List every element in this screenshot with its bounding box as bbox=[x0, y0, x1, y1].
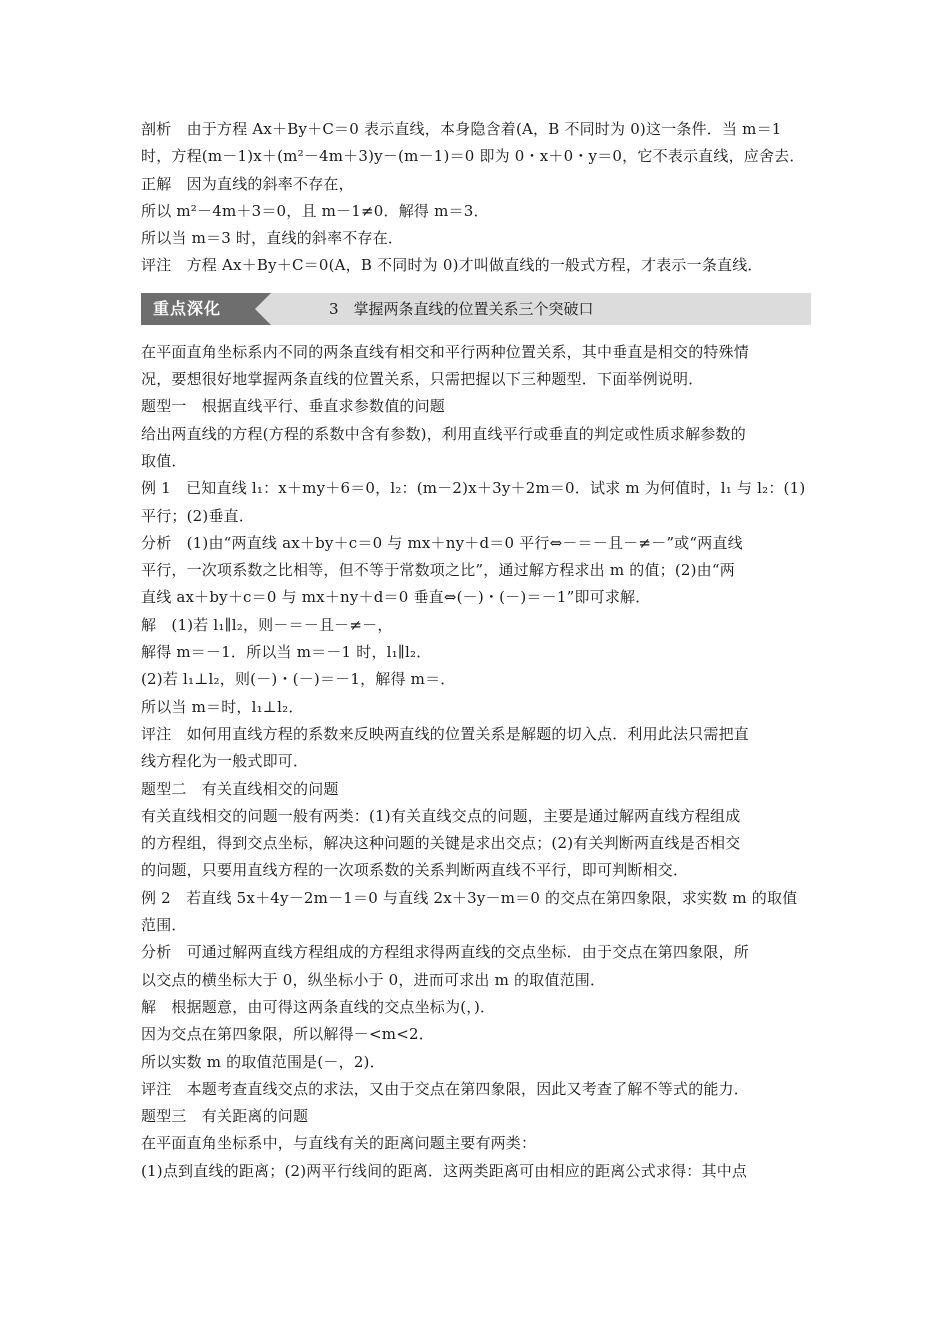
text-line: 平行；(2)垂直． bbox=[141, 506, 255, 525]
example-1: 例 1 已知直线 l₁：x＋my＋6＝0，l₂：(m－2)x＋3y＋2m＝0．试求 m 为何值时，l₁ 与 l₂：(1) bbox=[141, 479, 806, 498]
text-line: 取值． bbox=[141, 451, 187, 470]
text-line: 给出两直线的方程(方程的系数中含有参数)，利用直线平行或垂直的判定或性质求解参数的 bbox=[141, 424, 746, 443]
text-line: 在平面直角坐标系中，与直线有关的距离问题主要有两类： bbox=[141, 1134, 537, 1153]
document-content bbox=[141, 116, 811, 1185]
text-line: 况，要想很好地掌握两条直线的位置关系，只需把握以下三种题型．下面举例说明． bbox=[141, 370, 704, 389]
text-line: 平行，一次项系数之比相等，但不等于常数项之比”，通过解方程求出 m 的值；(2)由“两 bbox=[141, 561, 735, 580]
text-line: 正解 因为直线的斜率不存在， bbox=[141, 174, 354, 193]
analysis-line: 分析 (1)由“两直线 ax＋by＋c＝0 与 mx＋ny＋d＝0 平行⇔－＝－且－≠－”或“两直线 bbox=[141, 533, 743, 552]
solution-line: 解 (1)若 l₁∥l₂，则－＝－且－≠－， bbox=[141, 615, 393, 634]
text-line: 所以当 m＝时，l₁⊥l₂． bbox=[141, 697, 304, 716]
text-line: 以交点的横坐标大于 0，纵坐标小于 0，进而可求出 m 的取值范围． bbox=[141, 970, 606, 989]
text-line: 解得 m＝－1．所以当 m＝－1 时，l₁∥l₂． bbox=[141, 643, 432, 662]
body-paragraphs bbox=[141, 339, 811, 1185]
section-tag-arrow bbox=[255, 293, 271, 325]
comment-line: 评注 如何用直线方程的系数来反映两直线的位置关系是解题的切入点．利用此法只需把直 bbox=[141, 724, 750, 743]
example-2: 例 2 若直线 5x＋4y－2m－1＝0 与直线 2x＋3y－m＝0 的交点在第四象限，求实数 m 的取值 bbox=[141, 888, 798, 907]
text-line: 有关直线相交的问题一般有两类：(1)有关直线交点的问题，主要是通过解两直线方程组成 bbox=[141, 806, 741, 825]
text-line: 剖析 由于方程 Ax＋By＋C＝0 表示直线，本身隐含着(A，B 不同时为 0)这一条件．当 m＝1 bbox=[141, 120, 782, 138]
text-line: 因为交点在第四象限，所以解得－<m<2． bbox=[141, 1025, 434, 1044]
text-line: 在平面直角坐标系内不同的两条直线有相交和平行两种位置关系，其中垂直是相交的特殊情 bbox=[141, 342, 750, 361]
text-line: 线方程化为一般式即可． bbox=[141, 752, 309, 771]
text-line: 直线 ax＋by＋c＝0 与 mx＋ny＋d＝0 垂直⇔(－)・(－)＝－1”即可求解． bbox=[141, 588, 651, 607]
text-line: 所以 m²－4m＋3＝0，且 m－1≠0．解得 m＝3． bbox=[141, 201, 489, 220]
text-line: (1)点到直线的距离；(2)两平行线间的距离．这两类距离可由相应的距离公式求得：其中点 bbox=[141, 1161, 748, 1180]
text-line: 范围． bbox=[141, 916, 187, 935]
text-line: 时，方程(m－1)x＋(m²－4m＋3)y－(m－1)＝0 即为 0・x＋0・y＝0，它不表示直线，应舍去． bbox=[141, 147, 805, 166]
section-header bbox=[141, 293, 811, 325]
solution-line: 解 根据题意，由可得这两条直线的交点坐标为(，)． bbox=[141, 997, 496, 1016]
analysis-line: 分析 可通过解两直线方程组成的方程组求得两直线的交点坐标．由于交点在第四象限，所 bbox=[141, 943, 750, 962]
heading-type-2: 题型二 有关直线相交的问题 bbox=[141, 779, 339, 798]
text-line: 的问题，只要用直线方程的一次项系数的关系判断两直线不平行，即可判断相交． bbox=[141, 861, 689, 880]
text-line: 所以当 m＝3 时，直线的斜率不存在． bbox=[141, 229, 404, 248]
comment-line: 评注 本题考查直线交点的求法，又由于交点在第四象限，因此又考查了解不等式的能力． bbox=[141, 1079, 750, 1098]
section-tag: 重点深化 bbox=[141, 293, 271, 325]
text-line: 的方程组，得到交点坐标，解决这种问题的关键是求出交点；(2)有关判断两直线是否相交 bbox=[141, 834, 741, 853]
heading-type-1: 题型一 根据直线平行、垂直求参数值的问题 bbox=[141, 397, 446, 416]
text-line: (2)若 l₁⊥l₂，则(－)・(－)＝－1，解得 m＝． bbox=[141, 670, 456, 689]
top-paragraph bbox=[141, 116, 811, 280]
text-line: 评注 方程 Ax＋By＋C＝0(A，B 不同时为 0)才叫做直线的一般式方程，才表示一条直线． bbox=[141, 256, 763, 275]
text-line: 所以实数 m 的取值范围是(－，2)． bbox=[141, 1052, 385, 1071]
section-title: 3 掌握两条直线的位置关系三个突破口 bbox=[329, 299, 594, 318]
heading-type-3: 题型三 有关距离的问题 bbox=[141, 1107, 309, 1126]
